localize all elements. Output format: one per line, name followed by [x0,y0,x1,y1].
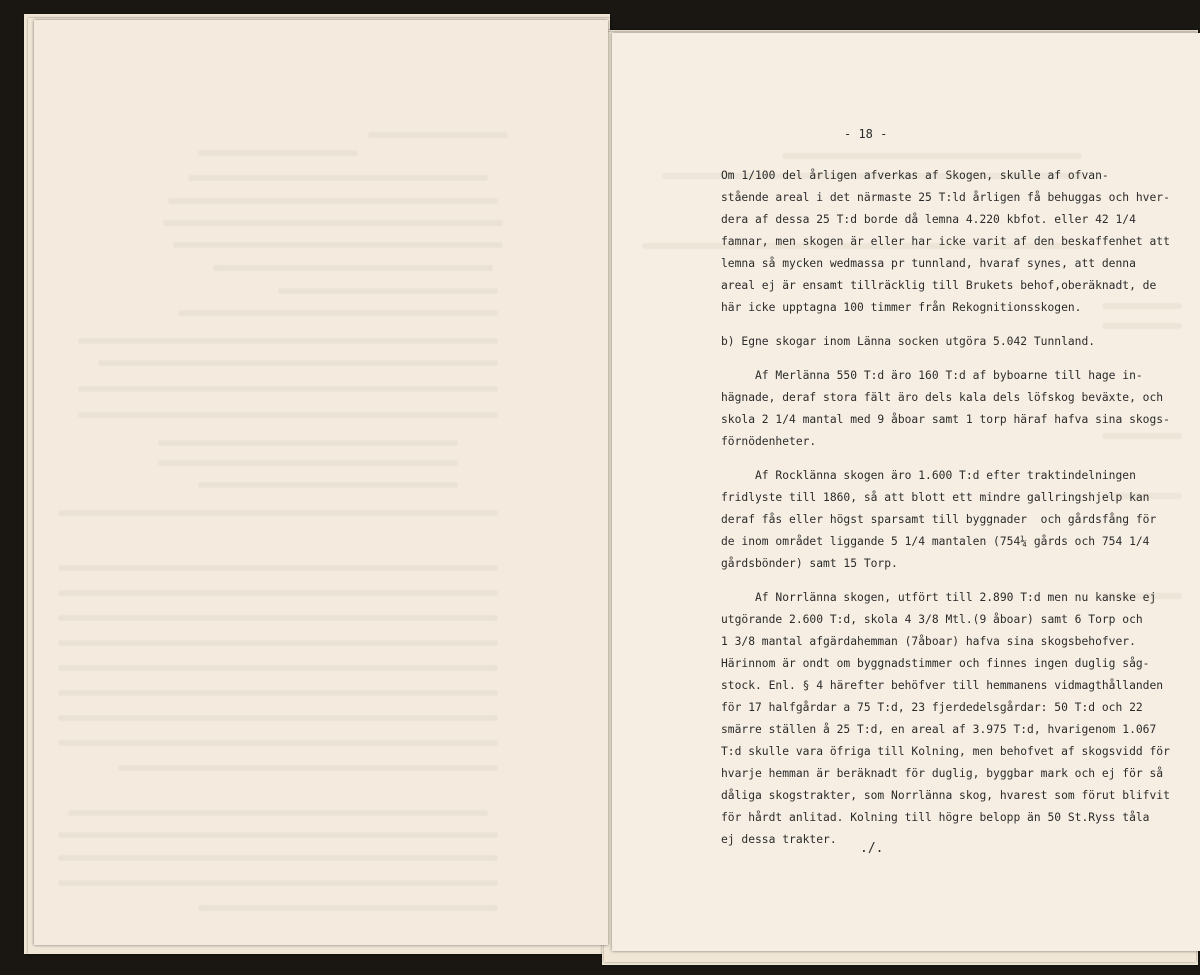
text-line: dera af dessa 25 T:d borde då lemna 4.220 kbfot. eller 42 1/4 [721,213,1136,226]
paragraph [721,365,1170,453]
text-line: Om 1/100 del årligen afverkas af Skogen, skulle af ofvan- [721,169,1109,182]
text-line: Af Merlänna 550 T:d äro 160 T:d af byboarne till hage in- [721,369,1143,382]
bleed-through-line [158,460,458,466]
text-line: lemna så mycken wedmassa pr tunnland, hvaraf synes, att denna [721,257,1136,270]
bleed-through-line [98,360,498,366]
bleed-through-line [198,905,498,911]
bleed-through-line [198,150,358,156]
text-line: stock. Enl. § 4 härefter behöfver till hemmanens vidmagthållanden [721,679,1164,692]
bleed-through-line [213,265,493,271]
bleed-through-line [58,855,498,861]
page-number: - 18 - [844,127,888,141]
bleed-through-line [58,615,498,621]
text-line: för hårdt anlitad. Kolning till högre belopp än 50 St.Ryss tåla [721,811,1150,824]
text-line: hvarje hemman är beräknadt för duglig, byggbar mark och ej för så [721,767,1164,780]
bleed-through-line [58,690,498,696]
text-line: stående areal i det närmaste 25 T:ld årligen få behuggas och hver- [721,191,1170,204]
bleed-through-line [158,440,458,446]
text-line: dåliga skogstrakter, som Norrlänna skog, hvarest som förut blifvit [721,789,1170,802]
text-line: areal ej är ensamt tillräcklig till Brukets behof,oberäknadt, de [721,279,1157,292]
end-mark: ./. [860,841,884,856]
bleed-through-line [178,310,498,316]
text-line: de inom området liggande 5 1/4 mantalen (754¼ gårds och 754 1/4 [721,535,1150,548]
text-line: förnödenheter. [721,435,817,448]
text-line: Af Norrlänna skogen, utfört till 2.890 T:d men nu kanske ej [721,591,1157,604]
right-page [612,33,1200,951]
bleed-through-line [58,740,498,746]
bleed-through-line [168,198,498,204]
paragraph [721,587,1170,851]
paragraph [721,331,1170,353]
text-line: ej dessa trakter. [721,833,837,846]
bleed-through-line [78,338,498,344]
bleed-through-line [58,590,498,596]
text-line: fridlyste till 1860, så att blott ett mindre gallringshjelp kan [721,491,1150,504]
bleed-through-line [173,242,503,248]
text-line: smärre ställen å 25 T:d, en areal af 3.975 T:d, hvarigenom 1.067 [721,723,1157,736]
bleed-through-line [198,482,458,488]
text-line: Härinnom är ondt om byggnadstimmer och finnes ingen duglig såg- [721,657,1150,670]
bleed-through-line [78,386,498,392]
bleed-through-line [163,220,503,226]
bleed-through-line [58,715,498,721]
text-line: skola 2 1/4 mantal med 9 åboar samt 1 torp häraf hafva sina skogs- [721,413,1170,426]
paragraph [721,465,1170,575]
text-line: deraf fås eller högst sparsamt till byggnader och gårdsfång för [721,513,1157,526]
text-line: 1 3/8 mantal afgärdahemman (7åboar) hafva sina skogsbehofver. [721,635,1136,648]
bleed-through-line [58,880,498,886]
bleed-through-line [118,765,498,771]
bleed-through-line [58,640,498,646]
bleed-through-line [58,510,498,516]
text-line: b) Egne skogar inom Länna socken utgöra 5.042 Tunnland. [721,335,1096,348]
bleed-through-line [278,288,498,294]
text-line: utgörande 2.600 T:d, skola 4 3/8 Mtl.(9 åboar) samt 6 Torp och [721,613,1143,626]
text-line: Af Rocklänna skogen äro 1.600 T:d efter traktindelningen [721,469,1136,482]
document-body [721,165,1170,851]
left-page-bleed-through [34,20,608,945]
bleed-through-line [782,153,1082,159]
bleed-through-line [68,810,488,816]
left-page [34,20,608,945]
text-line: gårdsbönder) samt 15 Torp. [721,557,898,570]
bleed-through-line [368,132,508,138]
bleed-through-line [58,665,498,671]
text-line: famnar, men skogen är eller har icke varit af den beskaffenhet att [721,235,1170,248]
text-line: T:d skulle vara öfriga till Kolning, men behofvet af skogsvidd för [721,745,1170,758]
text-line: för 17 halfgårdar a 75 T:d, 23 fjerdedelsgårdar: 50 T:d och 22 [721,701,1143,714]
text-line: här icke upptagna 100 timmer från Rekognitionsskogen. [721,301,1082,314]
bleed-through-line [188,175,488,181]
text-line: hägnade, deraf stora fält äro dels kala dels löfskog beväxte, och [721,391,1164,404]
paragraph [721,165,1170,319]
bleed-through-line [58,565,498,571]
bleed-through-line [58,832,498,838]
bleed-through-line [78,412,498,418]
